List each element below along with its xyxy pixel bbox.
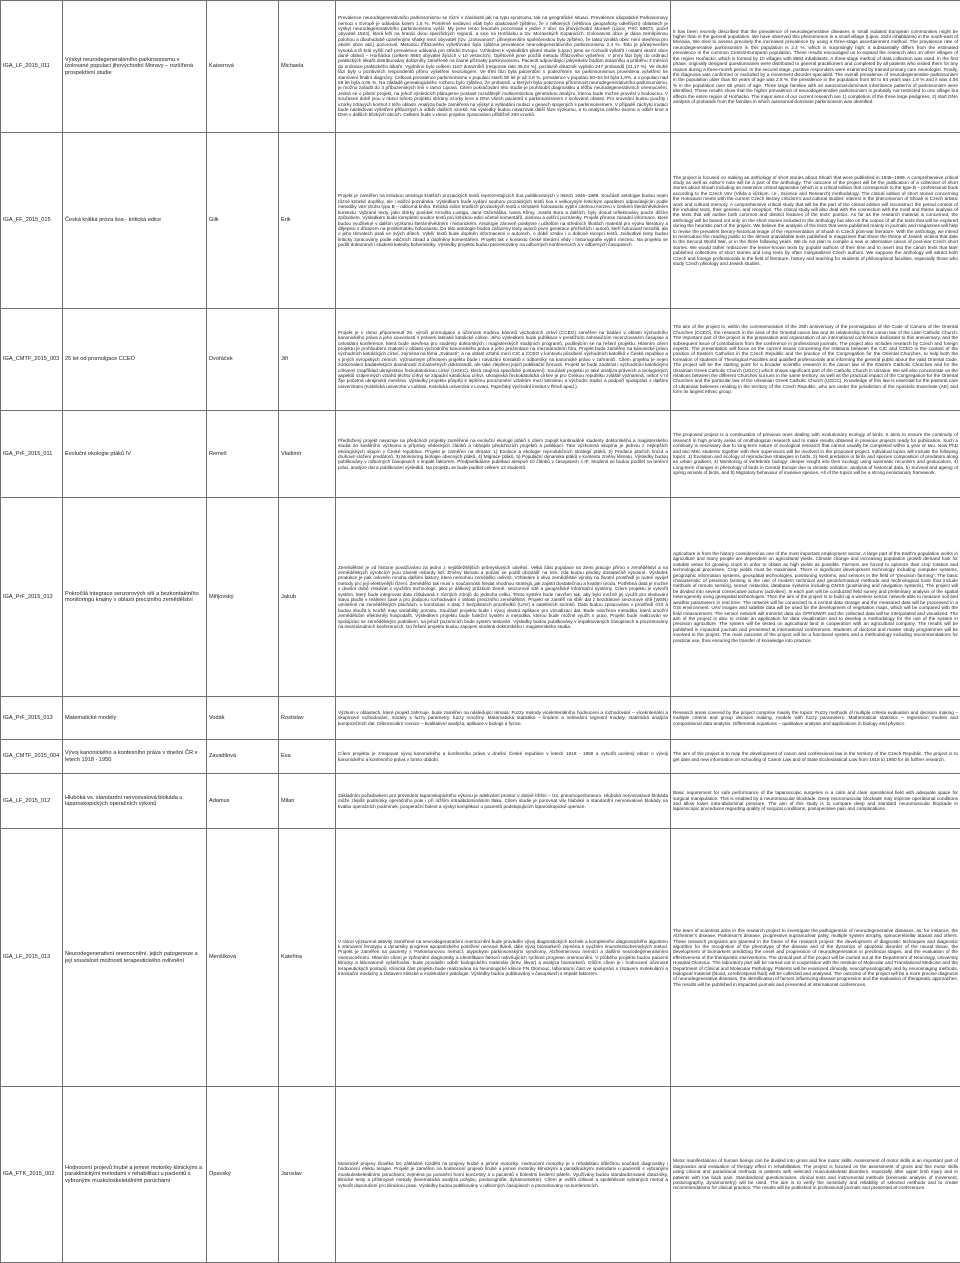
project-title-cell: 25 let od promulgace CCEO bbox=[63, 309, 207, 411]
project-code-cell: IGA_PrF_2015_011 bbox=[1, 411, 63, 498]
abstract-cz-cell: Prevalence neurodegenerativního parkinsonismu se různí v závislosti jak na typu syndromu, tak na geografické situaci. Prevalence idiopatické Parkinsonovy nemoci v Evropě je udávána kolem 1,6 %. Poměrně nedávno však bylo opakovaně zjištěno, že v některých (většinou geograficky odlehlých) oblastech je výskyt neurodegenerativního parkinsonismu vyšší. My jsme tento fenomén pozorovali v jedné z obcí na jihovýchodní Moravě (Lipov, PSČ 69672, počet obyvatel 1524), která leží na hranici dvou specifických regionů, a sice na Horňácku a tzv. Moravských Kopanicích. Izolovanost obce je dána zeměpisnou polohou a dlouhodobě uzavřenými sňatky mezi obyvateli (tzv. „izolovanost“, přinejmenším společenskou bylo zjištěno, že takto vzniklá obec není otevřena pro okolní obce atd.) pozoroval. Metodou třífázového vyšetřování byla zjištěna prevalence neurodegenerativního parkinsonismu 2,4 %. Tato je přinejmenším vysoká a tři krát vyšší než prevalence udávaná pro střední Evropu. Vzhledem k výsledkům pilotní studie (Lipov) jsme se rozhodli vyšetřit i ostatní okolní obce dané oblasti – Horňácka (celkem 8664 obyvatel žijících v 10 vesnicích). Opětovně jsme použili metodu třífázového vyšetření. V první fázi byly do ordinací praktických lékařů distribuovány dotazníky zaměřené na časné příznaky parkinsonismu. Pacienti odpovídající jakýmkoliv bodům dotazníku a průběhu 3 měsíců do ordinace praktického lékaře. Vyplněno bylo celkem 1167 dotazníků (response rate 35,04 %), pozitivně dotazník vyplnilo 247 probandů (21,17 %). Ve druhé fázi byly u pozitivních respondentů přímo vyšetřeni neurologem. Ve třetí fázi byla pacientům s podezřením na parkinsonismus provedena vyšetření ke stanovení finální diagnózy. Celková prevalence parkinsonismu v populaci starší 50 let je až 2,8 %, prevalence v populaci 50–64 let byla 1,9%, a v populaci nad 65 let byla 4,06 %. Na základě genealogického rozboru bylo zjištěno, že probandi, u kterých byla potvrzena přítomnost neurodegenerativního parkinsonismu, je možno zařadit do 3 příbuzenských linií v ramci Lipova. Cílem pokračování této studie je prohloubit diagnostiku a těžbu neurodegenerativních onemocnění. Jedná se o pilotní projekt, na jehož výsledcích plánujeme postavit rozsáhlejší multicentrickou genetickou analýzu, kterou bude možné provést v budoucnu. V současné době jsou v rámci tohoto projektu sbírány vzorky krve a DNA všech pacientů s parkinsonismem z izolované oblasti. Pro srovnání budou použity i vzorky zdravých kontrol z téže oblasti. Analýza bude zaměřena na výskyt a vyhledání mutací v genech spojených s parkinsonismem. V případě záchytu mutací bude následovat vyšetření příbuzných a odběr dalších vzorků. Na výsledky budou navazovat další fáze výzkumu, a to analýza celého exomu a odběr krve a DNA v dalších blízkých obcích. Celkem bude v rámci projektu zpracováno přibližně 200 vzorků. bbox=[336, 1, 671, 133]
abstract-cz-cell: Předložený projekt navazuje na předchozí projekty zaměřené na evoluční ekologii ptáků s cílem zapojit kontinuálně studenty doktorského a magisterského studia do kvalitního výzkumu a přípravy vědeckých článků a obhajob předchozích projektů a publikací. Tato výzkumná skupina je jednou z nejlepších ekologických skupin v České republice. Projekt je zaměřen na témata: 1) Evoluce a ekologie reprodukčních strategií ptáků, 2) Predace ptačích hnízd a druhové složení predátorů, 3) Monitoring biologie obecných ptáků, 4) Migrace ptáků, 5) Populační dynamika ptáků v kontextu změny klimatu. Výsledky budou publikovány v odborných časopisech s impakt faktorem. Předpokládáme publikaci alespoň 10 článků v časopisech s IF. Studenti se budou podílet na terénní práci, analýze dat a publikování výsledků. Na projektu se bude podílet celkem 12 studentů. bbox=[336, 411, 671, 498]
table-row bbox=[1, 411, 960, 498]
investigator-surname-cell: Dvořáček bbox=[207, 309, 279, 411]
abstract-cz-cell: Základním požadavkem pro provedení laparoskopického výkonu je adekvátní prostor v dutině břišní – tzv. pneumoperitoneum. Hluboká nervosvalová blokáda může zlepšit podmínky operačního pole i při nižším intraabdominálním tlaku. Cílem studie je porovnat vliv hluboké a standardní nervosvalové blokády na kvalitu operačních podmínek, pooperační bolest a výskyt komplikací u pacientů podstupujících laparoskopické operace. bbox=[336, 774, 671, 829]
investigator-firstname-cell: Kateřina bbox=[279, 829, 336, 1087]
project-code-cell: IGA_LF_2015_013 bbox=[1, 829, 63, 1087]
investigator-firstname-cell: Rostislav bbox=[279, 697, 336, 740]
project-title-cell: Evoluční ekologie ptáků IV bbox=[63, 411, 207, 498]
abstract-cz-cell: Výzkum v oblastech, které projekt zahrnuje, bude zaměřen na následující témata: Fuzzy metody vícekriteriálního hodnocení a rozhodování – vícekriteriální a skupinové rozhodování, modely s fuzzy parametry, fuzzy množiny. Matematická statistika – lineární a nelineární regresní modely, statistická analýza kompozičních dat. Diferenciální rovnice – kvalitativní analýza, aplikace v biologii a fyzice. bbox=[336, 697, 671, 740]
abstract-en-cell: The project is focused on making an anthology of short stories about Shoah that were published in 1945–1989. A comprehensive critical study as well as editor's note will be a part of the anthology. The outcome of the project will be the publication of a collection of short stories about Shoah including an extensive critical apparatus (which is a critical edition that corresponds to the type B – professional book according to the Czech VaV (Věda a výzkum, i.e., Science and Research) methodology. The critical edition of short stories concerning the Holocaust meets with the current Czech literary criticism's and cultural studies' interest in the phenomenon of Shoah in Czech artistic work and cultural memory. A comprehensive critical study that will be the part of the critical edition will reconstruct the period context of the included texts, their genesis, and reception. The critical study will also deal with the connection with the motif and theme analysis of the texts that will outline both common and distinct features of the texts' poetics. As far as the research material is concerned, the anthology will be based not only on the short stories included in the anthology but also on the corpus of all the texts that will be explored during the heuristic part of the project. We believe the analysis of the texts that were published mainly in journals and magazines will help to revise the prevalent literary-historical image of the representation of Shoah in Czech post-war literature. With the anthology, we intend to reintroduce the reading public to the almost unavailable texts published in magazines that share the theme of Jewish victims that date to the Second World War, or in the three following years. We do not plan to compile a new or alternative canon of post-war Czech short stories. We would rather rediscover the lesser-known texts by popular authors of their time and to insert into the canon texts that later published collections of short stories and long texts by often marginalized Czech authors. We suppose the anthology will attract both Czech and foreign professionals in the field of literature, history and teaching for students of philosophical faculties, especially those who study Czech philology and Jewish studies. bbox=[671, 133, 960, 309]
investigator-firstname-cell: Jaroslav bbox=[279, 1087, 336, 1263]
table-row bbox=[1, 697, 960, 740]
abstract-cz-cell: Motorické projevy člověka lze základně rozdělit na projevy hrubé a jemné motoriky. Hodnocení motoriky je v rehabilitaci důležitou součástí diagnostiky i hodnocení efektu terapie. Projekt je zaměřen na hodnocení projevů hrubé a jemné motoriky klinickými a paraklinickými metodami u pacientů s vybranými muskuloskeletálními poruchami, zejména po poranění horní končetiny a u pacientů s bolestmi bederní páteře. Využívány budou standardizované dotazníky, klinické testy a přístrojové metody (kinematická analýza pohybu, posturografie, dynamometrie). Cílem je ověřit citlivost a spolehlivost vybraných metod a vytvořit doporučení pro klinickou praxi. Výsledky budou publikovány v odborných časopisech a prezentovány na konferencích. bbox=[336, 1087, 671, 1263]
investigator-surname-cell: Vodák bbox=[207, 697, 279, 740]
abstract-cz-cell: V rámci výzkumné aktivity zaměřené na neurodegenerativní onemocnění bude prováděn vývoj diagnostických technik a kompletního diagnostického algoritmu k stanovení fenotypu a dynamiky progrese apoptotického postižení nervové tkáně, dále vývoj biomarkerů zejména s využitím imunohistochemických metod. Projekt je zaměřen na pacienty s Parkinsonovou nemocí, atypickými parkinsonskými syndromy, Alzheimerovou nemocí a dalšími neurodegenerativními onemocněními. Hlavním cílem je zpřesnění diagnostiky a identifikace faktorů ovlivňujících rychlost progrese onemocnění. V průběhu projektu budou pacienti klinicky a laboratorně vyšetřováni, bude prováděn odběr biologického materiálu (krev, likvor) a analýza biomarkerů. Dílčím cílem je i hodnocení účinnosti terapeutických postupů. Klinická část projektu bude realizována na Neurologické klinice FN Olomouc, laboratorní část ve spolupráci s Ústavem molekulární a translační medicíny a Ústavem klinické a molekulární patologie. Výsledky budou publikovány v časopisech s impakt faktorem. bbox=[336, 829, 671, 1087]
abstract-en-cell: Motor manifestations of human beings can be divided into gross and fine motor skills. Assessment of motor skills is an important part of diagnostics and evaluation of therapy effect in rehabilitation. The project is focused on the assessment of gross and fine motor skills using clinical and paraclinical methods in patients with selected musculoskeletal disorders, especially after upper limb injury and in patients with low back pain. Standardized questionnaires, clinical tests and instrumental methods (kinematic analysis of movement, posturography, dynamometry) will be used. The aim is to verify the sensitivity and reliability of selected methods and to create recommendations for clinical practice. The results will be published in professional journals and presented at conferences. bbox=[671, 1087, 960, 1263]
table-row bbox=[1, 829, 960, 1087]
abstract-cz-cell: Projekt je v rámci připomenutí 25. výročí promulgace a účinnosti Kodexu kánonů východních církví (CCEO) zaměřen na bádání v oblasti východního kanonického práva a jeho souvislostí s právem latinské katolické církve. Jeho výsledkem bude publikace v prestižním zahraničním recenzovaném časopise a celostátní konference, která bude otevřena pro studenty doktorských i magisterských studijních programů, podílejícím se na řešení projektu. Hlavním cílem projektu je prohloubení znalostí v oblasti východního kanonického práva a jeho prezentace na mezinárodním fóru. Projekt bude zaměřen na kánonické právo východních katolických církví, zejména na téma „Svátosti“, a na oblast vztahů mezi CIC a CCEO v kontextu působení východních katolíků v České republice a v jiných evropských zemích. Významným přínosem projektu bude i navázání kontaktů s odborníky na kanonické právo v zahraničí. Cílem projektu je nejen zdokonalení badatelských dovedností zúčastněných doktorandů, ale také zlepšení jejich publikační činnosti. Projekt se bude zaobírat i východními katolickými církvemi (například ukrajinskou řeckokatolickou církví (UGKC), která zaujímá specifické postavení). Součástí projektu je také analýza právních a teologických aspektů vzájemných vztahů těchto církví se západní katolickou církví. Ukrajinská řeckokatolická církev je pro Českou republiku zvláště významná, neboť v ní žije početná ukrajinská menšina. Výsledky projektu přispějí k lepšímu porozumění vztahům mezi latinskou a východní tradicí a podpoří spolupráci s dalšími univerzitami (Katolická univerzita v Lublani, Katolická univerzita v Lovani, Papežský východní institut v Římě apod.). bbox=[336, 309, 671, 411]
abstract-en-cell: Basic requirement for safe performance of the laparoscopic surgeries is a calm and clear operational field with adequate space for surgical manipulation. This is enabled by a neuromuscular blockade. Deep neuromuscular blockade may improve operational conditions and allow lower intra-abdominal pressure. The aim of this study is to compare deep and standard neuromuscular blockade in laparoscopic procedures regarding quality of surgical conditions, postoperative pain and complications. bbox=[671, 774, 960, 829]
project-code-cell: IGA_PrF_2015_013 bbox=[1, 697, 63, 740]
abstract-en-cell: Research areas covered by the project comprise mainly the topics: Fuzzy methods of multiple criteria evaluation and decision making – multiple criteria and group decision making, models with fuzzy parameters. Mathematical statistics – regression models and compositional data analysis. Differential equations – qualitative analysis and applications in biology and physics. bbox=[671, 697, 960, 740]
abstract-cz-cell: Projekt je zaměřen na kritickou antologii kratších prozaických textů reprezentujících šoa publikovaných v letech 1945–1989. Součástí antologie budou nejen různé kritické doplňky, ale i ediční poznámka. Výsledkem bude vydání souboru prozaických textů šoa s velkorysým kritickým aparátem odpovídajícím podle metodiky VaV druhu typu B – odborná kniha. Kritická edice kratších prozaických textů s tématem holocaustu vyplní citelnou mezeru v českém literárněvědném kontextu. Vybrané texty, jako sbírky povídek Arnošta Lustiga, Jana Otčenáška, Ivana Klímy, Josefa Bora a dalších, byly dosud reflektovány pouze dílčím způsobem. Výsledkem bude kompletní soubor textů pro kritickou edici včetně komentářů, doslovu a ediční poznámky. Projekt přinese zásadní informace, které budou využitelné v dalším výzkumu literárněvědném i historickém. Antologie zároveň poskytne i učitelům na středních školách materiál pro výuku literatury a dějepisu s důrazem na problematiku holocaustu. Do této antologie budou zařazeny texty autorů první generace přeživších i autorů, kteří holocaust nezažili, ale o jeho tématech psali ve svých dílech. Výběr textů bude doplněn informacemi o autorech, o době vzniku i o dobové recepci textů. Jednotlivé texty budou kriticky zpracovány podle edičních zásad a doplněny komentářem. Projekt tak v kontextu české literární vědy i historiografie vyplní mezeru. Na projektu se podílí doktorandi i studenti katedry bohemistiky. Výsledky projektu budou prezentovány na odborných konferencích a v odborných časopisech. bbox=[336, 133, 671, 309]
project-code-cell: IGA_CMTF_2015_003 bbox=[1, 309, 63, 411]
table-row bbox=[1, 309, 960, 411]
project-code-cell: IGA_FTK_2015_002 bbox=[1, 1087, 63, 1263]
project-code-cell: IGA_FF_2015_015 bbox=[1, 133, 63, 309]
table-row bbox=[1, 133, 960, 309]
investigator-firstname-cell: Milan bbox=[279, 774, 336, 829]
project-code-cell: IGA_LF_2015_011 bbox=[1, 1, 63, 133]
investigator-surname-cell: Miřijovský bbox=[207, 498, 279, 697]
project-title-cell: Pokročilá integrace senzorových sítí a bezkontaktního monitoringu krajiny v oblasti precizního zemědělství bbox=[63, 498, 207, 697]
investigator-surname-cell: Kaiserová bbox=[207, 1, 279, 133]
project-title-cell: Česká krátká próza šoa - kritická edice bbox=[63, 133, 207, 309]
investigator-surname-cell: Adamus bbox=[207, 774, 279, 829]
project-code-cell: IGA_LF_2015_012 bbox=[1, 774, 63, 829]
project-title-cell: Vývoj kanonického a konfesního práva v dnešní ČR v letech 1918 - 1950 bbox=[63, 740, 207, 774]
project-title-cell: Neurodegenerativní onemocnění, jejich patogeneze a její souvislost možnosti terapeutického ovlivnění bbox=[63, 829, 207, 1087]
investigator-surname-cell: Remeš bbox=[207, 411, 279, 498]
table-row bbox=[1, 498, 960, 697]
project-code-cell: IGA_PrF_2015_012 bbox=[1, 498, 63, 697]
abstract-en-cell: The aim of the project is to map the development of canon and confessional law in the territory of the Czech Republic. The project is to get date and new information on schooling of Canon Law and of State Ecclesiastical Law from 1918 to 1950 for its further research. bbox=[671, 740, 960, 774]
investigator-firstname-cell: Eva bbox=[279, 740, 336, 774]
investigator-surname-cell: Opavský bbox=[207, 1087, 279, 1263]
investigator-firstname-cell: Vladimír bbox=[279, 411, 336, 498]
abstract-en-cell: The team of scientists aims in this research project to investigate the pathogenesis of neurodegenerative diseases, as, for instance, the Alzheimer's disease, Parkinson's disease, progressive supranuclear palsy, multiple system atrophy, spinocerebellar ataxias and others. These research programs are planned in the frame of the research project: the development of diagnostic techniques and diagnostic algorithm for the recognition of the phenotype of the disease and of the dynamics of apoptotic disorder of the neural tissue, the development of biomarkers predicting the onset and progression of neurodegeneration in preclinical stages, and the evaluation of the effectiveness of the therapeutic interventions. The clinical part of the project will be carried out at the Department of Neurology, University Hospital Olomouc. The laboratory part will be carried out in cooperation with the Institute of Molecular and Translational Medicine and the Department of Clinical and Molecular Pathology. Patients will be examined clinically, neurophysiologically and by neuroimaging methods, biological material (blood, cerebrospinal fluid) will be collected and analysed. The outcome of the project will be a more precise diagnosis of neurodegenerative diseases, the identification of factors influencing disease progression and the evaluation of therapeutic approaches. The results will be published in impacted journals and presented at international conferences. bbox=[671, 829, 960, 1087]
investigator-firstname-cell: Erik bbox=[279, 133, 336, 309]
project-title-cell: Výskyt neurodegenerativního parkinsonismu v izolované populaci jihovýchodní Moravy – rozšířená prospektivní studie bbox=[63, 1, 207, 133]
table-row bbox=[1, 1, 960, 133]
table-row bbox=[1, 1087, 960, 1263]
project-title-cell: Hluboká vs. standardní nervosvalová blokáda u laparoskopických operačních výkonů bbox=[63, 774, 207, 829]
abstract-en-cell: It has been recently described that the prevalence of neurodegenerative diseases in small isolated European communities might be higher than in the general population. We have observed this phenomenon in a small village (Lipov, 1524 inhabitants) in the south-east of Moravia. We tried to assess precisely the increased prevalence by using a three-stage ascertainment method. The prevalence rate of neurodegenerative parkinsonism in this population is 2.4 %, which is surprisingly high; it substantially differs from the estimated prevalence in the common Central-European population. These results encouraged us to expand the research also on other villages of the region Horňacko, which is formed by 10 villages with 8664 inhabitants. A three-stage method of data collection was used. In the first phase, originally designed questionnaires were distributed to general practitioners and completed by all patients who visited them for any reason during a three-month period. In the second stage, positive responders were examined by trained primary care neurologist. Finally, the diagnosis was confirmed or excluded by a movement disorder specialist. The overall prevalence of neurodegenerative parkinsonism in the population older than 50 years of age was 2.8 %, the prevalence in the population from 50 to 64 years was 1.9 % and it was 4.06 % in the population over 65 years of age. Three large families with an autosomal-dominant inheritance patterns of parkinsonism were identified. These results show that the higher prevalence of neurodegenerative parkinsonism is probably not restricted to one village but affects the entire region of Horňacko. The major aims of our current research are 1) completion of the three large pedigrees, 2) start DNA analysis of probands from the families in which autosomal-dominant parkinsonism was identified. bbox=[671, 1, 960, 133]
abstract-en-cell: The aim of the project is, within the commemoration of the 25th anniversary of the promulgation of the Code of Canons of the Oriental Churches (CCEO), the research in the area of the Oriental canon law and its relationship to the canon law of the Latin Catholic Church. The important part of the project is the preparation and organization of an international conference dedicated to this anniversary, and the subsequent issue of contributions from the conference in professional journals. The project also includes research by Czech and foreign experts. The presentation will focus on the current issues concerning the relations between the CIC and CCEO in the context of the position of Eastern Catholics in the Czech Republic and the practice of the Congregation for the Oriental Churches, to help both the formation of students of Theological Faculties and qualified professionals and informing the general public about the valid Oriental Code. The project will be the starting point for a broader scientific research in the canon law of the Eastern Catholic Churches and for the Ukrainian Greek Catholic Church (UGCC) which shows significant part of the Catholic Church in Ukraine. We will also concentrate on the relations between the different Churches sui iuris in the same territory, as well as the practical impact of the Congregation for the Oriental Churches and the particular law of the Ukrainian Greek Catholic Church (UGCC). Knowledge of this law is essential for the pastoral care of Ukrainian believers residing in the territory of the Czech Republic, who are under the jurisdiction of the Apostolic Exarchate (AE) and form its largest ethnic group. bbox=[671, 309, 960, 411]
investigator-firstname-cell: Jiří bbox=[279, 309, 336, 411]
table-body bbox=[1, 1, 960, 1263]
table-row bbox=[1, 740, 960, 774]
investigator-surname-cell: Menšíková bbox=[207, 829, 279, 1087]
investigator-surname-cell: Zavadilová bbox=[207, 740, 279, 774]
abstract-cz-cell: Zemědělství je od historie považováno za jedno z nejdůležitějších průmyslových odvětví. Velká část populace na Zemi pracuje přímo v zemědělství a na zemědělských výrobcích jsou závislé miliardy lidí. Změny klimatu a počasí se podílí obzvlášť na tom, zda budou plodiny dostatečně výnosné. Výsledek produkce je pak ovlivněn mnoha dalšími faktory, které nemohou zemědělci ovlivnit. Vzhledem k vlivu zemědělské výroby na životní prostředí je nutné vyvíjet metody pro její efektivnější řízení. Zemědělci tak musí v současnosti hledat vhodnou strategii, jak zajistit dostatečnou a kvalitní úrodu. Potřebná data je možné v dnešní době získávat s využitím technologií, jako je dálkový průzkum Země, senzorové sítě a geografické informační systémy. Cílem projektu je vytvořit systém, který bude integrovat data získávaná z různých zdrojů do jednoho celku. Tento systém bude navržen tak, aby bylo možné jej využít pro sledování stavu plodin v reálném čase a pro podporu rozhodování v oblasti precizního zemědělství. Projekt se zaměří na sběr dat z bezdrátové senzorové sítě (WSN) umístěné na zemědělských plochách, v kombinaci s daty z bezpilotních prostředků (UAV) a satelitních snímků. Data budou zpracována v prostředí GIS a budou sloužit k tvorbě map variability porostu. Součástí projektu bude i vývoj vlastní aplikace pro vizualizaci dat. Bude navržena metodika, která umožní zemědělcům efektivněji hospodařit. Výsledkem projektu bude funkční systém a metodika, kterou bude možné využít v praxi. Projekt bude realizován ve spolupráci se zemědělským podnikem, na jehož pozemcích bude systém testován. Výsledky budou publikovány v impaktovaných časopisech a prezentovány na mezinárodních konferencích. Do řešení projektu budou zapojeni studenti doktorského i magisterského studia. bbox=[336, 498, 671, 697]
abstract-en-cell: Agriculture is from the history considered as one of the most important employment sector. A large part of the Earth's population works in agriculture and many people are dependent on agricultural yields. Climate change and increasing population growth demand look for suitable areas for growing crops in order to obtain as high yields as possible. Farmers are forced to optimize their crop rotation and technological processes. Crop yields must be maximised. There is significant development technology including computer systems, geographic information systems, geospatial technologies, positioning systems, and sensors in the field of “precision farming”. The basic characteristic of precision farming is the use of modern technical and geoinformatical methods and technological tools that include methods of remote sensing, sensor networks, database systems including GNSS (positioning and navigation systems). The project will be divided into several consecutive actions (activities). In each part will be conducted field survey and preliminary analysis of the spatial heterogeneity using geospatial technologies. Then the aim of the project is to build up a wireless sensor network able to measure soil and weather parameters in real time. The network will be connected to a central data storage and the measured data will be processed in a GIS environment. UAV images and satellite data will be used for the development of vegetation maps, which will be compared with the field measurement. The sensor network will transmit data via GPRS/WiFi and the collected data will be interpolated and visualized. The aim of the project is also to create an application for data visualization and to develop a methodology for the use of the system in precision agriculture. The system will be tested on agricultural land in cooperation with an agricultural company. The results will be published in impacted journals and presented at international conferences. Students of doctoral and master study programmes will be involved in the project. The main outcome of the project will be a functional system and a methodology including recommendations for practical use, thus ensuring the transfer of knowledge into practice. bbox=[671, 498, 960, 697]
project-code-cell: IGA_CMTF_2015_004 bbox=[1, 740, 63, 774]
abstract-en-cell: The proposed project is a continuation of previous ones dealing with evolutionary ecology of birds. It aims to ensure the continuity of research in high priority areas of ornithological research and to make results obtained in previous projects ready for publication. Such a continuity is necessary due to long-term nature of ecological research that cannot usually be completed within a year or two. Now PhD and two MSc students together with their supervisors will be involved in the proposed project. Individual topics will include the following topics: 1) Evolution and ecology of reproductive strategies in birds, 2) Nest predation in birds and species composition of predators along an urban gradient, 3) Monitoring of vertebrate biology: deeper insight into their ecology using automatic recorders and geolocators, 4) Long-term changes in phenology of birds in Central Europe due to climatic variation: analysis of historical data, 5) Survival and ageing of spring arrivals of birds, and 5) Migratory behaviour of invasive species. All of the topics will be a strong evolutionary framework. bbox=[671, 411, 960, 498]
investigator-surname-cell: Gilk bbox=[207, 133, 279, 309]
abstract-cz-cell: Cílem projektu je zmapovat vývoj kanonického a konfesního práva v dnešní České republice v letech 1918 - 1950 a vytvořit ucelený obraz o vývoji kanonického a konfesního práva v tomto období. bbox=[336, 740, 671, 774]
investigator-firstname-cell: Jakub bbox=[279, 498, 336, 697]
investigator-firstname-cell: Michaela bbox=[279, 1, 336, 133]
table-row bbox=[1, 774, 960, 829]
project-title-cell: Hodnocení projevů hrubé a jemné motoriky klinickými a paraklinickými metodami v rehabilitaci u pacientů s vybranými muskuloskeletálními poruchami bbox=[63, 1087, 207, 1263]
project-title-cell: Matematické modely bbox=[63, 697, 207, 740]
